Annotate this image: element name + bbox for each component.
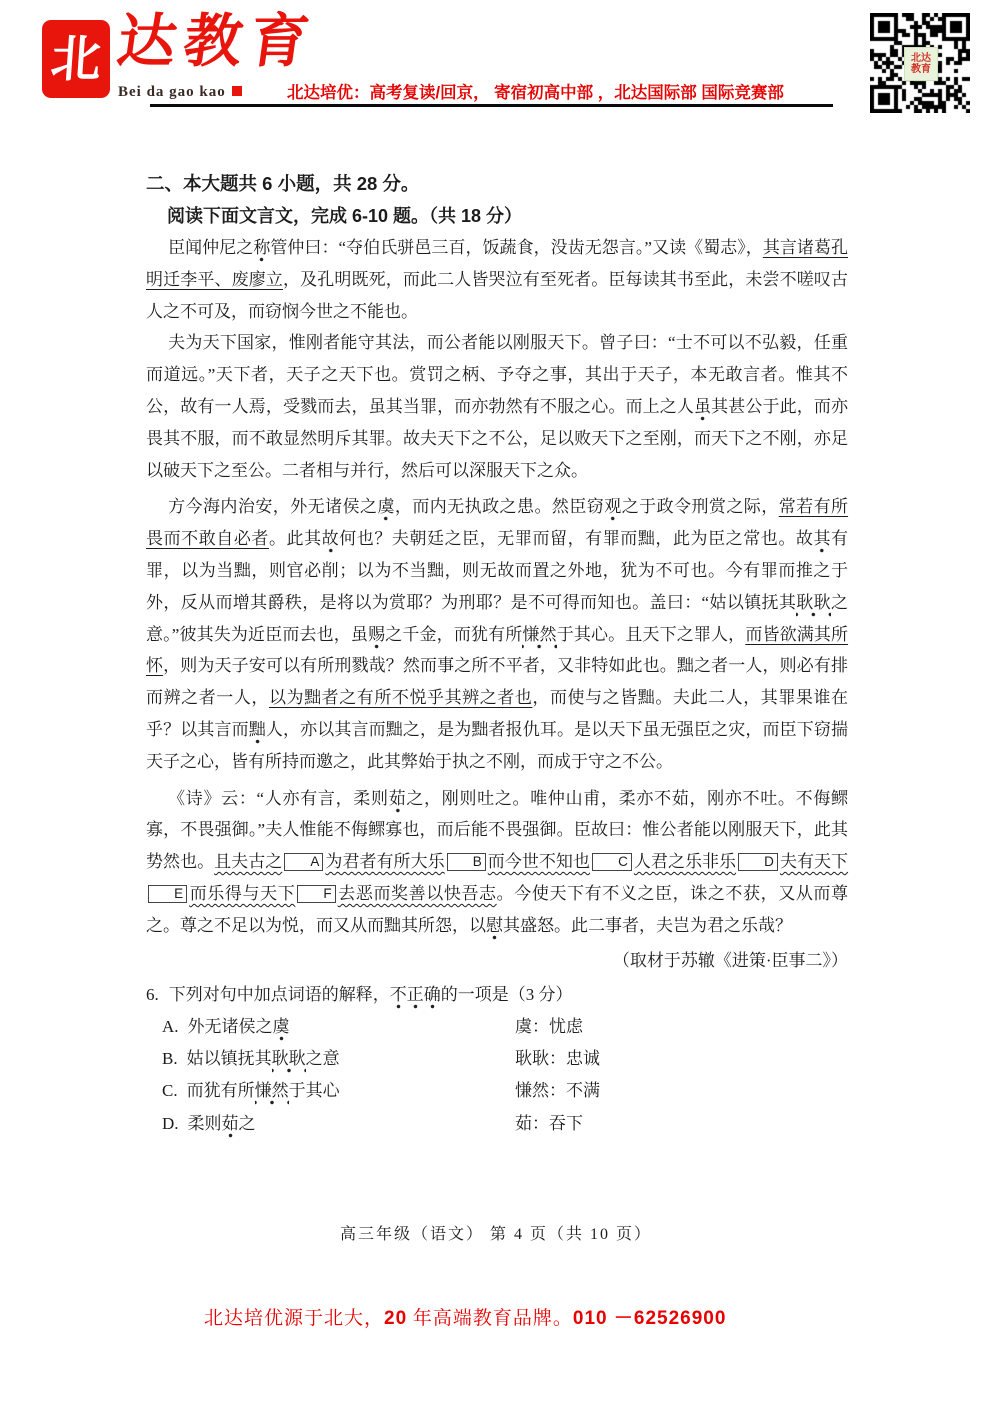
- section-title: 二、本大题共 6 小题，共 28 分。: [146, 173, 420, 194]
- passage-paragraph-3: 方今海内治安，外无诸侯之虞，而内无执政之患。然臣窃观之于政令刑赏之际，常若有所畏而不敢自必者。此其故何也？夫朝廷之臣，无罪而留，有罪而黜，此为臣之常也。故其有罪，以为当黜，则官必削；以为不当黜，则无故而置之外地，犹为不可也。今有罪而推之于外，反从而增其爵秩，是将以为赏耶？为刑耶？是不可得而知也。盖曰：“姑以镇抚其耿耿之意。”彼其失为近臣而去也，虽赐之千金，而犹有所慊然于其心。且天下之罪人，而皆欲满其所怀，则为天子安可以有所刑戮哉？然而事之所不平者，又非特如此也。黜之者一人，则必有排而辨之者一人，以为黜者之有所不悦乎其辨之者也，而使与之皆黜。夫此二人，其罪果谁在乎？以其言而黜人，亦以其言而黜之，是为黜者报仇耳。是以天下虽无强臣之灾，而臣下窃揣天子之心，皆有所持而邀之，此其弊始于执之不刚，而成于守之不公。: [146, 497, 849, 771]
- option-b-phrase: 姑以镇抚其耿耿之意: [187, 1049, 340, 1073]
- stamp-character: 北: [49, 31, 103, 87]
- option-b-text: [162, 1043, 515, 1075]
- page-header: [0, 0, 992, 130]
- qr-center-label: [904, 47, 938, 81]
- passage-paragraph-4: 《诗》云：“人亦有言，柔则茹之，刚则吐之。唯仲山甫，柔亦不茹，刚亦不吐。不侮鳏寡，不畏强御。”夫人惟能不侮鳏寡也，而后能不畏强御。臣故曰：惟公者能以刚服天下，此其势然也。且夫古之 A 为君者有所大乐 B 而今世不知也 C 人君之乐非乐 D 夫有天下E 而乐得与天下 F 去恶而奖善以快吾志。今使天下有不义之臣，诛之不获，又从而尊之。尊之不足以为悦，而又从而黜其所怨，以慰其盛怒。此二事者，夫岂为君之乐哉？: [146, 783, 848, 942]
- footer-tagline: 北达培优源于北大，20 年高端教育品牌。010 －62526900: [204, 1308, 727, 1329]
- option-b-gloss: 耿耿：忠诚: [515, 1048, 600, 1068]
- classical-passage: [146, 232, 848, 942]
- question-6-stem: [146, 979, 848, 1011]
- brand-pinyin-text: Bei da gao kao: [118, 84, 226, 100]
- qr-code: [870, 13, 970, 113]
- question-6-number: 6.: [146, 984, 159, 1004]
- option-c-label: C.: [162, 1081, 178, 1101]
- question-6: [146, 979, 848, 1141]
- option-a: [162, 1011, 848, 1043]
- option-b: [162, 1043, 848, 1075]
- exam-content: [146, 168, 848, 1140]
- option-c: [162, 1075, 848, 1107]
- qr-center-line1: 北达: [911, 53, 931, 64]
- question-6-stem-text: 下列对句中加点词语的解释，不正确的一项是（3 分）: [169, 985, 573, 1009]
- page-number-footer: 高三年级（语文） 第 4 页（共 10 页）: [339, 1226, 652, 1243]
- reading-instruction: 阅读下面文言文，完成 6-10 题。（共 18 分）: [167, 206, 523, 226]
- option-d-gloss: 茹：吞下: [515, 1113, 583, 1133]
- option-c-gloss: 慊然：不满: [515, 1081, 600, 1101]
- passage-paragraph-1: 臣闻仲尼之称管仲曰：“夺伯氏骈邑三百，饭蔬食，没齿无怨言。”又读《蜀志》，其言诸葛孔明迁李平、废廖立，及孔明既死，而此二人皆哭泣有至死者。臣每读其书至此，未尝不嗟叹古人之不可及，而窃悯今世之不能也。: [146, 238, 849, 321]
- header-divider: [150, 104, 833, 107]
- option-c-phrase: 而犹有所慊然于其心: [187, 1081, 340, 1105]
- option-d-phrase: 柔则茹之: [188, 1114, 256, 1138]
- brand-name-calligraphy: 达教育: [113, 9, 321, 74]
- qr-center-line2: 教育: [911, 64, 931, 75]
- passage-paragraph-2: 夫为天下国家，惟刚者能守其法，而公者能以刚服天下。曾子曰：“士不可以不弘毅，任重而道远。”天下者，天子之天下也。赏罚之柄、予夺之事，其出于天子，本无敢言者。惟其不公，故有一人焉，受戮而去，虽其当罪，而亦勃然有不服之心。而上之人虽其甚公于此，而亦畏其不服，而不敢显然明斥其罪。故夫天下之不公，足以败天下之至刚，而天下之不刚，亦足以破天下之至公。二者相与并行，然后可以深服天下之众。: [146, 333, 848, 480]
- question-6-options: [162, 1011, 848, 1141]
- option-a-gloss: 虞：忧虑: [515, 1016, 583, 1036]
- source-attribution: （取材于苏辙《进策·臣事二》）: [612, 950, 848, 970]
- option-d-label: D.: [162, 1113, 179, 1133]
- brand-stamp-logo: [44, 22, 108, 96]
- option-b-label: B.: [162, 1048, 178, 1068]
- option-a-phrase: 外无诸侯之虞: [188, 1017, 290, 1041]
- option-a-text: [162, 1011, 515, 1043]
- option-a-label: A.: [162, 1016, 179, 1036]
- option-d: [162, 1108, 848, 1140]
- red-square-icon: [232, 86, 242, 96]
- option-d-text: [162, 1108, 515, 1140]
- brand-pinyin: [118, 84, 242, 101]
- header-slogan: 北达培优：高考复读/回京， 寄宿初高中部 ，北达国际部 国际竞赛部: [287, 84, 784, 102]
- option-c-text: [162, 1075, 515, 1107]
